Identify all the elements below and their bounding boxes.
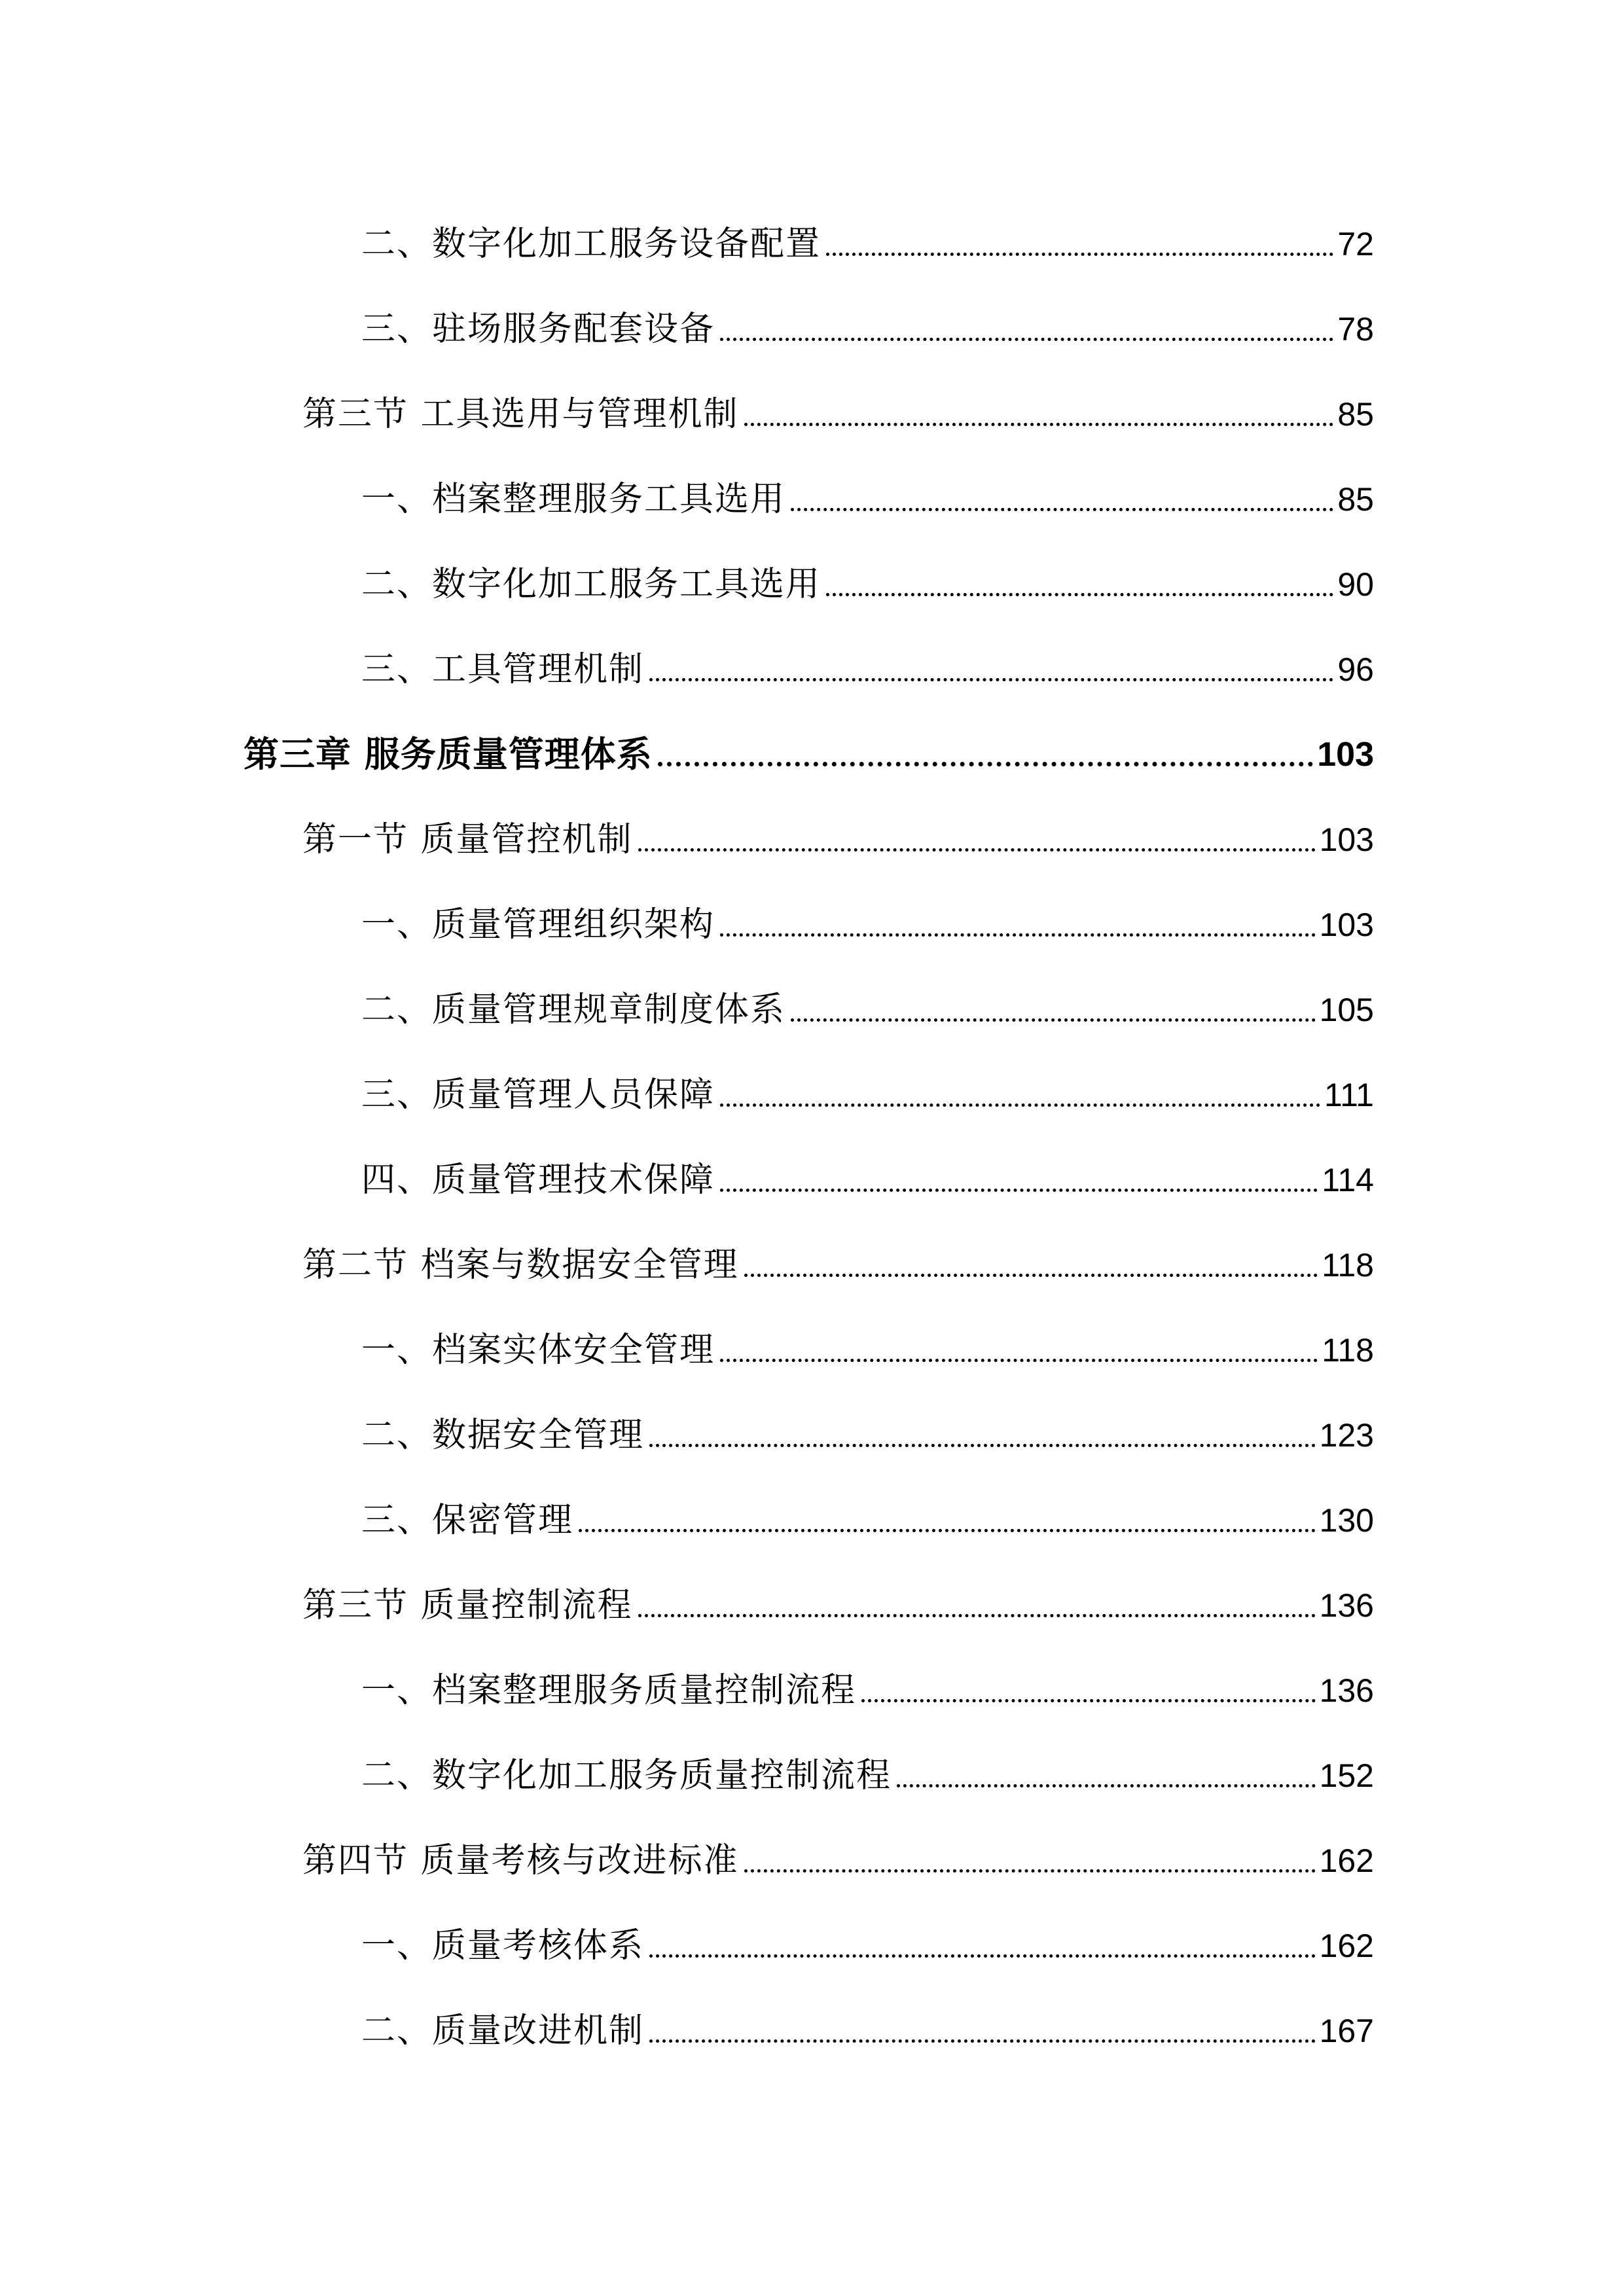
toc-entry-page: 123 [1319,1417,1374,1454]
toc-entry[interactable] [0,1653,1624,1712]
dot-leader [649,1444,1316,1447]
toc-entry-title: 二、数字化加工服务质量控制流程 [361,1756,892,1795]
toc-section-entry[interactable] [0,802,1624,861]
dot-leader [744,423,1334,426]
toc-entry-title: 三、工具管理机制 [361,650,645,689]
toc-entry-page: 103 [1319,821,1374,858]
toc-entry-page: 72 [1337,226,1374,262]
toc-entry-title: 第三节 质量控制流程 [302,1586,633,1625]
toc-entry-page: 78 [1337,311,1374,348]
toc-entry-title: 二、数字化加工服务工具选用 [361,565,821,604]
dot-leader [649,678,1333,681]
toc-entry-page: 162 [1319,1842,1374,1879]
toc-entry-title: 第三节 工具选用与管理机制 [302,395,739,434]
toc-entry[interactable] [0,887,1624,946]
dot-leader [720,1359,1318,1362]
toc-entry[interactable] [0,1908,1624,1967]
toc-entry[interactable] [0,461,1624,520]
toc-entry[interactable] [0,291,1624,350]
toc-entry-title: 第四节 质量考核与改进标准 [302,1841,739,1880]
toc-entry-page: 130 [1319,1502,1374,1539]
toc-entry-page: 96 [1337,651,1374,688]
toc-entry[interactable] [0,972,1624,1031]
dot-leader [579,1529,1316,1532]
toc-entry-title: 一、档案整理服务质量控制流程 [361,1671,857,1710]
toc-entry-title: 一、质量管理组织架构 [361,905,715,944]
toc-entry[interactable] [0,1738,1624,1797]
toc-entry-title: 四、质量管理技术保障 [361,1160,715,1200]
toc-entry-page: 162 [1319,1928,1374,1964]
toc-entry-page: 105 [1319,992,1374,1028]
toc-entry-title: 二、质量管理规章制度体系 [361,990,786,1030]
dot-leader [720,338,1333,341]
toc-entry-title: 一、质量考核体系 [361,1926,645,1965]
toc-entry-title: 三、质量管理人员保障 [361,1075,715,1115]
toc-entry-title: 一、档案整理服务工具选用 [361,480,786,519]
dot-leader [720,1103,1320,1107]
dot-leader [649,2039,1316,2043]
toc-section-entry[interactable] [0,1568,1624,1626]
toc-entry-title: 第三章 服务质量管理体系 [244,734,653,775]
toc-entry[interactable] [0,632,1624,691]
toc-entry-title: 三、驻场服务配套设备 [361,310,715,349]
toc-entry[interactable] [0,1057,1624,1116]
toc-entry[interactable] [0,206,1624,265]
toc-section-entry[interactable] [0,1227,1624,1286]
toc-chapter-entry[interactable] [0,717,1624,776]
toc-entry-page: 85 [1337,481,1374,518]
toc-entry-page: 103 [1319,906,1374,943]
toc-entry-page: 136 [1319,1672,1374,1709]
toc-entry-page: 118 [1322,1247,1374,1283]
dot-leader [861,1699,1316,1702]
toc-section-entry[interactable] [0,376,1624,435]
toc-entry[interactable] [0,1312,1624,1371]
toc-entry-page: 114 [1322,1162,1374,1198]
toc-entry[interactable] [0,547,1624,605]
dot-leader [826,253,1333,256]
toc-entry-title: 第一节 质量管控机制 [302,820,633,859]
dot-leader [897,1784,1316,1787]
toc-entry-title: 三、保密管理 [361,1501,574,1540]
toc-entry[interactable] [0,1993,1624,2052]
dot-leader [638,848,1316,852]
toc-entry-page: 111 [1324,1077,1374,1113]
dot-leader [720,1189,1318,1192]
toc-entry[interactable] [0,1482,1624,1541]
toc-entry-title: 一、档案实体安全管理 [361,1331,715,1370]
toc-entry-page: 85 [1337,396,1374,433]
toc-entry-page: 90 [1337,566,1374,603]
toc-entry-title: 二、数据安全管理 [361,1416,645,1455]
toc-entry-page: 118 [1322,1332,1374,1369]
toc-entry-title: 二、质量改进机制 [361,2011,645,2051]
toc-section-entry[interactable] [0,1823,1624,1882]
dot-leader [638,1614,1316,1617]
toc-entry-page: 136 [1319,1587,1374,1624]
toc-entry-page: 167 [1319,2013,1374,2049]
toc-entry-title: 二、数字化加工服务设备配置 [361,224,821,264]
toc-entry-page: 103 [1317,736,1374,774]
dot-leader [791,1018,1316,1022]
toc-entry[interactable] [0,1397,1624,1456]
dot-leader [649,1954,1316,1958]
dot-leader [744,1274,1318,1277]
dot-leader [826,593,1333,596]
dot-leader [791,508,1333,511]
dot-leader [744,1869,1316,1873]
dot-leader [658,762,1313,766]
toc-entry[interactable] [0,1142,1624,1201]
dot-leader [720,933,1316,937]
toc-entry-page: 152 [1319,1757,1374,1794]
toc-entry-title: 第二节 档案与数据安全管理 [302,1246,739,1285]
